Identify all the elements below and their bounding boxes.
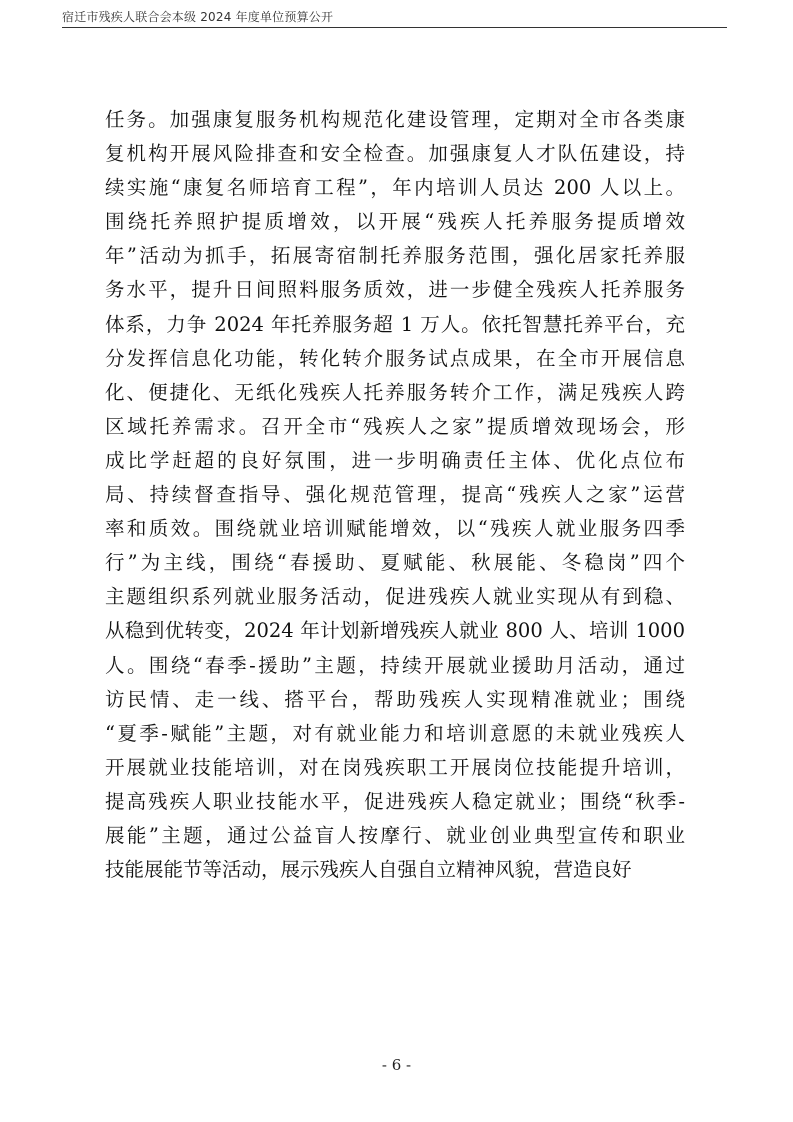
body-line: 展能”主题，通过公益盲人按摩行、就业创业典型宣传和职业 xyxy=(105,823,685,847)
body-line: 技能展能节等活动，展示残疾人自强自立精神风貌，营造良好 xyxy=(105,858,632,882)
body-line: 年”活动为抓手，拓展寄宿制托养服务范围，强化居家托养服 xyxy=(105,244,685,268)
body-line: 任务。加强康复服务机构规范化建设管理，定期对全市各类康 xyxy=(105,108,685,131)
body-line: 体系，力争 2024 年托养服务超 1 万人。依托智慧托养平台，充 xyxy=(105,312,685,336)
body-line: 从稳到优转变，2024 年计划新增残疾人就业 800 人、培训 1000 xyxy=(105,619,685,643)
body-line: 区域托养需求。召开全市“残疾人之家”提质增效现场会，形 xyxy=(105,414,685,438)
body-line: 访民情、走一线、搭平台，帮助残疾人实现精准就业；围绕 xyxy=(105,687,685,711)
body-line: 化、便捷化、无纸化残疾人托养服务转介工作，满足残疾人跨 xyxy=(105,380,685,404)
body-line: 务水平，提升日间照料服务质效，进一步健全残疾人托养服务 xyxy=(105,278,685,302)
body-line: 行”为主线，围绕“春援助、夏赋能、秋展能、冬稳岗”四个 xyxy=(105,551,685,575)
header-divider xyxy=(62,27,727,28)
document-header: 宿迁市残疾人联合会本级 2024 年度单位预算公开 xyxy=(62,10,334,24)
body-line: 提高残疾人职业技能水平，促进残疾人稳定就业；围绕“秋季- xyxy=(105,789,685,813)
body-line: 成比学赶超的良好氛围，进一步明确责任主体、优化点位布 xyxy=(105,448,685,472)
body-line: 续实施“康复名师培育工程”，年内培训人员达 200 人以上。 xyxy=(105,176,685,200)
body-line: 局、持续督查指导、强化规范管理，提高“残疾人之家”运营 xyxy=(105,483,685,507)
body-line: 围绕托养照护提质增效，以开展“残疾人托养服务提质增效 xyxy=(105,210,685,234)
document-body xyxy=(105,103,685,887)
body-line: “夏季-赋能”主题，对有就业能力和培训意愿的未就业残疾人 xyxy=(105,721,685,745)
body-line: 率和质效。围绕就业培训赋能增效，以“残疾人就业服务四季 xyxy=(105,517,685,541)
body-line: 主题组织系列就业服务活动，促进残疾人就业实现从有到稳、 xyxy=(105,585,685,609)
body-line: 人。围绕“春季-援助”主题，持续开展就业援助月活动，通过 xyxy=(105,653,685,677)
body-line: 复机构开展风险排查和安全检查。加强康复人才队伍建设，持 xyxy=(105,142,685,166)
body-line: 开展就业技能培训，对在岗残疾职工开展岗位技能提升培训， xyxy=(105,755,685,779)
page-number: - 6 - xyxy=(381,1056,412,1074)
body-line: 分发挥信息化功能，转化转介服务试点成果，在全市开展信息 xyxy=(105,346,685,370)
